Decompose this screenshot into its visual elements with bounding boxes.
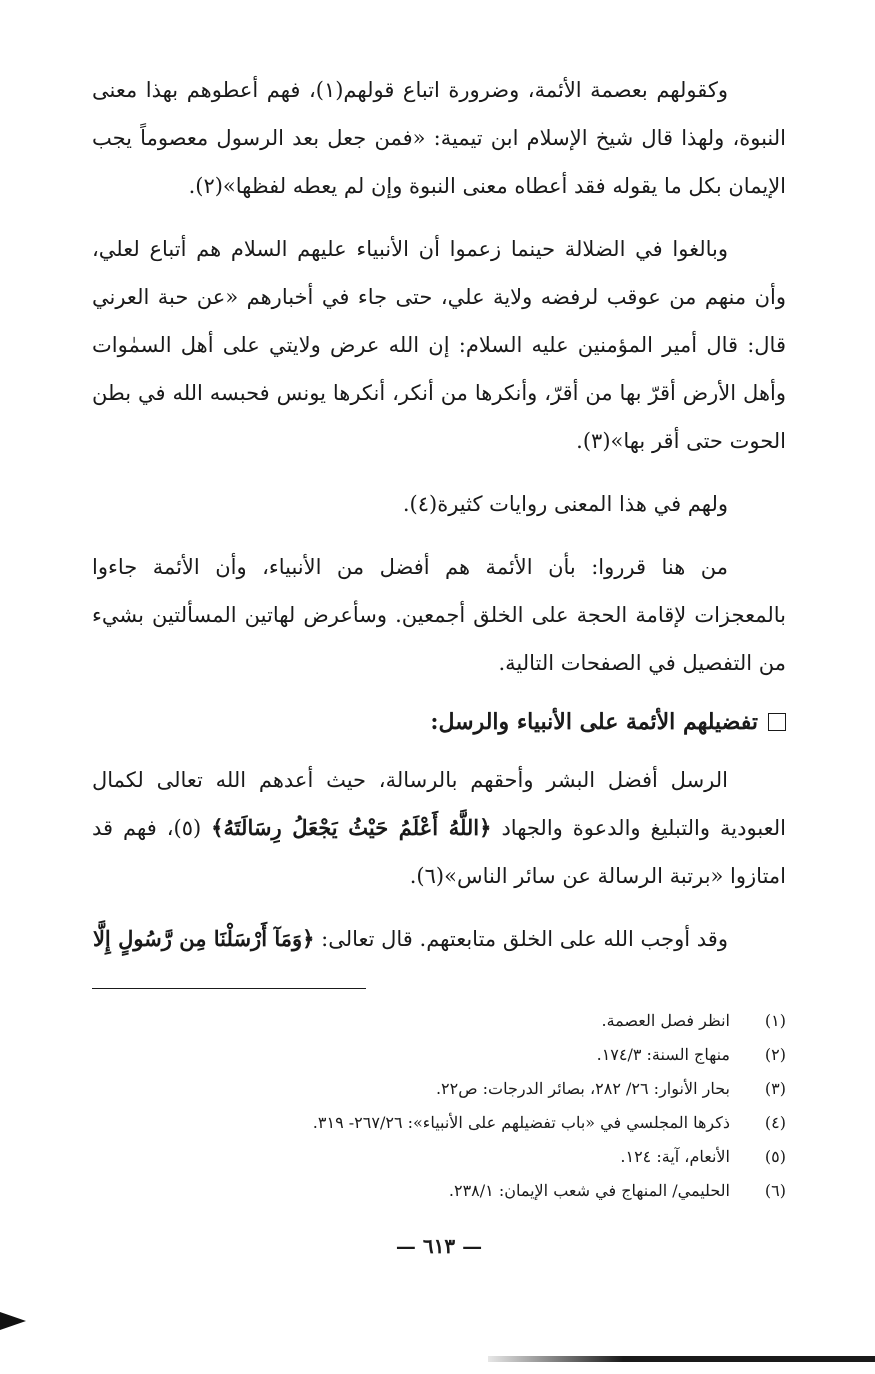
footnote-item bbox=[92, 1038, 786, 1072]
footnote-text: منهاج السنة: ١٧٤/٣. bbox=[596, 1045, 730, 1064]
footnote-item bbox=[92, 1072, 786, 1106]
paragraph-text: وقد أوجب الله على الخلق متابعتهم. قال تعالى: bbox=[321, 927, 728, 951]
footnote-item bbox=[92, 1140, 786, 1174]
footnote-number: (٦) bbox=[764, 1181, 786, 1200]
footnote-number: (٥) bbox=[764, 1147, 786, 1166]
footnote-text: انظر فصل العصمة. bbox=[601, 1011, 730, 1030]
footnote-item bbox=[92, 1174, 786, 1208]
paragraph-obligation bbox=[92, 915, 786, 963]
scan-edge-arrow-icon bbox=[0, 1312, 26, 1330]
footnote-separator bbox=[92, 988, 366, 989]
book-page bbox=[92, 66, 786, 1356]
footnote-number: (١) bbox=[764, 1011, 786, 1030]
footnotes-list bbox=[92, 1004, 786, 1208]
scan-edge-shadow bbox=[488, 1356, 875, 1362]
square-bullet-icon bbox=[768, 713, 786, 731]
footnote-text: الأنعام، آية: ١٢٤. bbox=[620, 1147, 730, 1166]
footnote-text: الحليمي/ المنهاج في شعب الإيمان: ٢٣٨/١. bbox=[448, 1181, 730, 1200]
paragraph-many-narrations: ولهم في هذا المعنى روايات كثيرة(٤). bbox=[402, 492, 728, 516]
footnote-text: ذكرها المجلسي في «باب تفضيلهم على الأنبياء»: ٢٦٧/٢٦- ٣١٩. bbox=[312, 1113, 730, 1132]
section-heading bbox=[92, 702, 786, 742]
paragraph-messengers-virtue bbox=[92, 756, 786, 900]
footnote-text: بحار الأنوار: ٢٦/ ٢٨٢، بصائر الدرجات: ص٢٢. bbox=[435, 1079, 730, 1098]
quran-verse: ﴿اللَّهُ أَعْلَمُ حَيْثُ يَجْعَلُ رِسَالَتَهُ﴾ bbox=[211, 815, 492, 840]
footnote-item bbox=[92, 1106, 786, 1140]
footnote-number: (٣) bbox=[764, 1079, 786, 1098]
footnote-number: (٢) bbox=[764, 1045, 786, 1064]
footnote-number: (٤) bbox=[764, 1113, 786, 1132]
paragraph-text: (٥)، فهم قد امتازوا «برتبة الرسالة عن سائر الناس»(٦). bbox=[92, 816, 786, 888]
section-heading-text: تفضيلهم الأئمة على الأنبياء والرسل: bbox=[430, 709, 758, 735]
paragraph-infallibility: وكقولهم بعصمة الأئمة، وضرورة اتباع قولهم(١)، فهم أعطوهم بهذا معنى النبوة، ولهذا قال شيخ الإسلام ابن تيمية: «فمن جعل بعد الرسول معصوماً يجب الإيمان بكل ما يقوله فقد أعطاه معنى النبوة وإن لم يعطه لفظها»(٢). bbox=[92, 78, 786, 198]
paragraph-conclusion: من هنا قرروا: بأن الأئمة هم أفضل من الأنبياء، وأن الأئمة جاءوا بالمعجزات لإقامة الحجة على الخلق أجمعين. وسأعرض لهاتين المسألتين بشيء من التفصيل في الصفحات التالية. bbox=[92, 555, 786, 675]
paragraph-text: الرسل أفضل البشر وأحقهم بالرسالة، حيث أعدهم الله تعالى لكمال العبودية والتبليغ والدعوة والجهاد bbox=[92, 768, 787, 840]
quran-verse: ﴿وَمَآ أَرْسَلْنَا مِن رَّسُولٍ إِلَّا bbox=[92, 926, 315, 951]
footnote-item bbox=[92, 1004, 786, 1038]
paragraph-prophets-followers: وبالغوا في الضلالة حينما زعموا أن الأنبياء عليهم السلام هم أتباع لعلي، وأن منهم من عوقب لرفضه ولاية علي، حتى جاء في أخبارهم «عن حبة العرني قال: قال أمير المؤمنين عليه السلام: إن الله عرض ولايتي على أهل السمٰوات وأهل الأرض أقرّ بها من أقرّ، وأنكرها من أنكر، أنكرها يونس فحبسه الله في بطن الحوت حتى أقر بها»(٣). bbox=[92, 237, 786, 453]
page-number: — ٦١٣ — bbox=[395, 1234, 483, 1258]
